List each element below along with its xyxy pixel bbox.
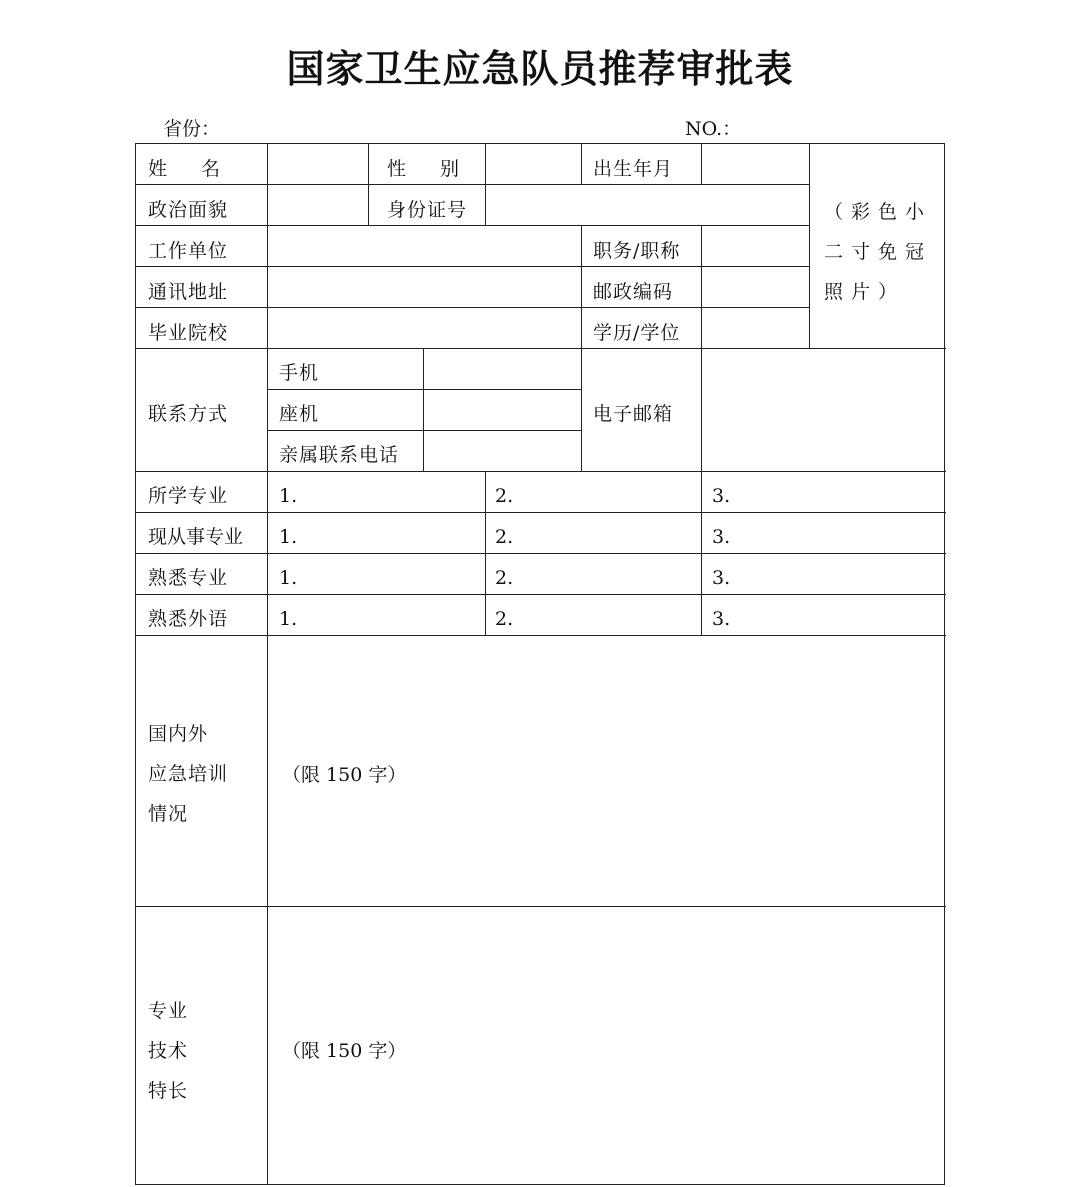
email-label: 电子邮箱 [593,403,674,425]
form-title: 国家卫生应急队员推荐审批表 [286,47,794,91]
current-specialty-label: 现从事专业 [148,526,244,548]
grid-line [136,906,946,907]
grid-line [701,225,702,635]
grid-line [368,144,369,225]
birth-label: 出生年月 [593,158,674,180]
foreign-language-item-3: 3. [712,608,731,630]
grid-line [809,144,810,348]
foreign-language-label: 熟悉外语 [148,608,229,630]
postcode-label: 邮政编码 [593,281,674,303]
grid-line [136,635,946,636]
grid-line [267,430,581,431]
relative-phone-label: 亲属联系电话 [279,444,400,466]
skills-label-line: 技术 [148,1040,189,1062]
grid-line [267,144,268,1185]
training-label-line: 国内外 [148,723,209,745]
province-label: 省份： [163,118,221,140]
school-label: 毕业院校 [148,322,229,344]
mobile-label: 手机 [279,362,320,384]
politics-label: 政治面貌 [148,199,229,221]
training-label-line: 应急培训 [148,763,229,785]
current-specialty-item-1: 1. [279,526,298,548]
foreign-language-item-2: 2. [495,608,514,630]
training-hint: （限 150 字） [282,764,407,786]
landline-label: 座机 [279,403,320,425]
skills-label [148,991,188,1111]
major-item-1: 1. [279,485,298,507]
current-specialty-item-3: 3. [712,526,731,548]
gender-label: 性 别 [387,158,474,180]
photo-placeholder: （彩色小二寸免冠照片） [824,201,933,303]
familiar-specialty-label: 熟悉专业 [148,567,229,589]
training-label-line: 情况 [148,803,189,825]
id-number-label: 身份证号 [387,199,468,221]
grid-line [136,225,809,226]
familiar-specialty-item-3: 3. [712,567,731,589]
address-label: 通讯地址 [148,281,229,303]
foreign-language-item-1: 1. [279,608,298,630]
grid-line [267,389,581,390]
name-label: 姓 名 [148,158,235,180]
skills-label-line: 专业 [148,1000,189,1022]
position-label: 职务/职称 [593,240,681,262]
major-item-2: 2. [495,485,514,507]
grid-line [136,594,946,595]
skills-hint: （限 150 字） [282,1040,407,1062]
grid-line [136,307,809,308]
grid-line [485,144,486,225]
major-label: 所学专业 [148,485,229,507]
grid-line [581,144,582,184]
approval-form-table [135,143,945,1185]
grid-line [136,553,946,554]
degree-label: 学历/学位 [593,322,681,344]
grid-line [136,184,809,185]
familiar-specialty-item-1: 1. [279,567,298,589]
grid-line [581,225,582,471]
skills-label-line: 特长 [148,1080,189,1102]
grid-line [136,348,946,349]
familiar-specialty-item-2: 2. [495,567,514,589]
grid-line [136,512,946,513]
major-item-3: 3. [712,485,731,507]
grid-line [136,266,809,267]
current-specialty-item-2: 2. [495,526,514,548]
grid-line [136,471,946,472]
training-label [148,714,228,834]
number-label: NO.： [685,118,742,140]
contact-label: 联系方式 [148,403,229,425]
work-unit-label: 工作单位 [148,240,229,262]
grid-line [423,348,424,471]
grid-line [485,471,486,635]
grid-line [701,144,702,184]
